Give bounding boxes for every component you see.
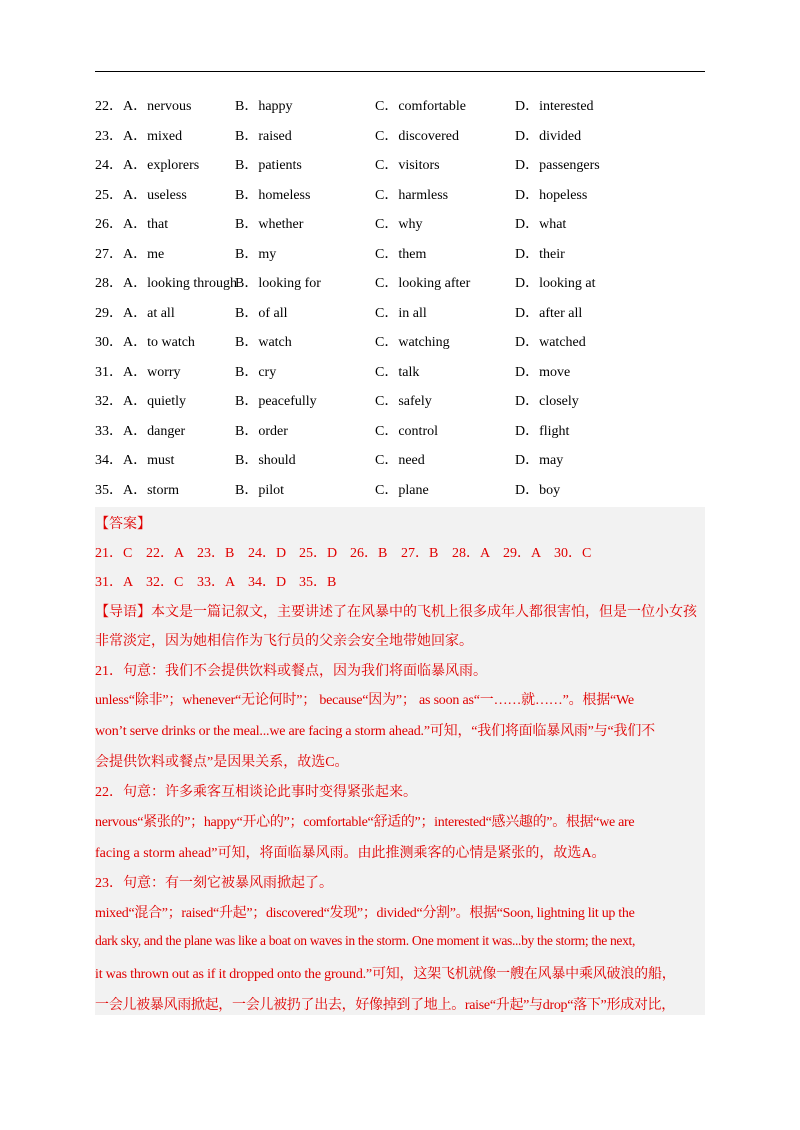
option-text: A．danger xyxy=(123,423,186,439)
option-d xyxy=(515,417,569,447)
question-number: 28． xyxy=(95,276,123,291)
option-text: C．watching xyxy=(375,335,450,350)
answer-key-item: 29．A xyxy=(503,546,542,561)
option-text: D．watched xyxy=(515,335,586,350)
option-b xyxy=(235,92,293,122)
answer-key-item: 26．B xyxy=(350,546,388,561)
answer-key-item: 27．B xyxy=(401,546,439,561)
option-text: C．control xyxy=(375,423,438,439)
option-c xyxy=(375,417,438,447)
q23-title: 23．句意：有一刻它被暴风雨掀起了。 xyxy=(95,876,333,891)
answer-key-item: 23．B xyxy=(197,546,235,561)
option-row xyxy=(95,210,705,240)
question-number: 24． xyxy=(95,158,123,173)
option-row xyxy=(95,299,705,329)
option-d xyxy=(515,92,594,122)
option-a xyxy=(95,269,237,299)
option-text: B．pilot xyxy=(235,482,285,498)
option-b xyxy=(235,417,288,447)
option-d xyxy=(515,476,560,506)
option-a xyxy=(95,299,175,329)
option-text: D．passengers xyxy=(515,158,600,173)
question-number: 33． xyxy=(95,423,123,439)
option-text: C．plane xyxy=(375,482,429,498)
option-a xyxy=(95,92,191,122)
option-text: B．my xyxy=(235,246,277,262)
answer-key-item: 22．A xyxy=(146,546,185,561)
option-b xyxy=(235,387,317,417)
option-b xyxy=(235,240,276,270)
option-c xyxy=(375,299,427,329)
option-text: D．closely xyxy=(515,394,579,409)
option-text: A．worry xyxy=(123,364,181,380)
option-text: A．useless xyxy=(123,187,187,203)
option-text: D．after all xyxy=(515,305,583,321)
question-number: 26． xyxy=(95,217,123,232)
option-text: A．that xyxy=(123,217,169,232)
q22-line-2: facing a storm ahead”可知，将面临暴风雨。由此推测乘客的心情是紧张的，故选A。 xyxy=(95,846,606,861)
option-text: B．patients xyxy=(235,158,302,173)
q22-line-1: nervous“紧张的”；happy“开心的”；comfortable“舒适的”；interested“感兴趣的”。根据“we are xyxy=(95,815,635,830)
option-a xyxy=(95,122,182,152)
option-a xyxy=(95,417,185,447)
option-b xyxy=(235,122,292,152)
option-d xyxy=(515,387,579,417)
answer-key-item: 32．C xyxy=(146,575,184,590)
answer-heading: 【答案】 xyxy=(95,517,151,532)
answer-key-item: 28．A xyxy=(452,546,491,561)
option-text: D．move xyxy=(515,364,571,380)
option-text: C．talk xyxy=(375,364,420,380)
option-text: D．may xyxy=(515,453,564,468)
answer-key-item: 30．C xyxy=(554,546,592,561)
option-text: C．them xyxy=(375,246,427,262)
option-row xyxy=(95,476,705,506)
option-text: A．mixed xyxy=(123,128,183,144)
option-text: D．divided xyxy=(515,128,582,144)
option-text: B．raised xyxy=(235,128,292,144)
option-d xyxy=(515,328,586,358)
option-text: D．flight xyxy=(515,423,570,439)
option-text: B．peacefully xyxy=(235,394,317,409)
option-d xyxy=(515,240,565,270)
option-a xyxy=(95,328,195,358)
answer-key-item: 35．B xyxy=(299,575,337,590)
option-row xyxy=(95,358,705,388)
q23-line-3: it was thrown out as if it dropped onto the ground.”可知，这架飞机就像一艘在风暴中乘风破浪的船， xyxy=(95,967,676,982)
option-b xyxy=(235,210,303,240)
option-text: D．their xyxy=(515,246,565,262)
option-text: A．to watch xyxy=(123,335,195,350)
option-text: C．looking after xyxy=(375,276,471,291)
option-b xyxy=(235,446,296,476)
question-number: 22． xyxy=(95,99,123,114)
option-c xyxy=(375,122,459,152)
option-c xyxy=(375,476,429,506)
option-text: A．explorers xyxy=(123,158,200,173)
q22-title: 22．句意：许多乘客互相谈论此事时变得紧张起来。 xyxy=(95,785,417,800)
question-number: 29． xyxy=(95,305,123,321)
answer-key-row-1 xyxy=(95,542,705,562)
option-a xyxy=(95,358,181,388)
option-text: B．whether xyxy=(235,217,304,232)
option-text: B．looking for xyxy=(235,276,321,291)
q21-line-3: 会提供饮料或餐点”是因果关系，故选C。 xyxy=(95,755,349,770)
option-text: D．looking at xyxy=(515,276,596,291)
option-c xyxy=(375,358,419,388)
question-number: 31． xyxy=(95,364,123,380)
option-text: A．nervous xyxy=(123,99,192,114)
option-c xyxy=(375,92,466,122)
option-d xyxy=(515,122,581,152)
answer-key-item: 21．C xyxy=(95,546,133,561)
option-text: C．discovered xyxy=(375,128,459,144)
option-b xyxy=(235,328,292,358)
option-d xyxy=(515,269,596,299)
q23-line-1: mixed“混合”；raised“升起”；discovered“发现”；divided“分割”。根据“Soon, lightning lit up the xyxy=(95,906,635,921)
option-d xyxy=(515,210,566,240)
option-text: A．looking through xyxy=(123,276,237,291)
option-a xyxy=(95,181,187,211)
option-row xyxy=(95,181,705,211)
answer-key-row-2 xyxy=(95,571,705,591)
answer-key-item: 24．D xyxy=(248,546,287,561)
option-row xyxy=(95,240,705,270)
option-text: D．boy xyxy=(515,482,561,498)
option-d xyxy=(515,358,570,388)
question-number: 23． xyxy=(95,128,123,144)
question-number: 27． xyxy=(95,246,123,262)
option-text: D．hopeless xyxy=(515,187,588,203)
option-text: B．homeless xyxy=(235,187,311,203)
option-d xyxy=(515,151,600,181)
option-a xyxy=(95,151,199,181)
option-text: B．watch xyxy=(235,335,292,350)
options-list xyxy=(95,92,705,505)
option-text: C．harmless xyxy=(375,187,449,203)
option-row xyxy=(95,269,705,299)
question-number: 32． xyxy=(95,394,123,409)
guide-line-1: 【导语】本文是一篇记叙文，主要讲述了在风暴中的飞机上很多成年人都很害怕，但是一位小女孩 xyxy=(95,605,697,620)
question-number: 35． xyxy=(95,482,123,498)
option-c xyxy=(375,269,470,299)
q23-line-4: 一会儿被暴风雨掀起，一会儿被扔了出去，好像掉到了地上。raise“升起”与drop“落下”形成对比， xyxy=(95,998,675,1013)
option-row xyxy=(95,328,705,358)
option-b xyxy=(235,299,288,329)
question-number: 34． xyxy=(95,453,123,468)
option-b xyxy=(235,151,302,181)
option-d xyxy=(515,181,587,211)
q23-line-2: dark sky, and the plane was like a boat on waves in the storm. One moment it was...by the storm; the next, xyxy=(95,933,636,948)
option-text: B．cry xyxy=(235,364,277,380)
option-a xyxy=(95,210,168,240)
option-text: C．safely xyxy=(375,394,432,409)
option-text: B．should xyxy=(235,453,296,468)
header-rule xyxy=(95,71,705,72)
option-c xyxy=(375,328,450,358)
option-row xyxy=(95,417,705,447)
option-a xyxy=(95,240,164,270)
option-d xyxy=(515,446,563,476)
question-number: 25． xyxy=(95,187,123,203)
option-text: D．what xyxy=(515,217,567,232)
option-text: D．interested xyxy=(515,99,594,114)
option-d xyxy=(515,299,582,329)
option-b xyxy=(235,269,321,299)
option-text: C．why xyxy=(375,217,423,232)
answer-section xyxy=(95,507,705,1015)
option-c xyxy=(375,387,432,417)
option-text: C．visitors xyxy=(375,158,440,173)
option-b xyxy=(235,358,276,388)
answer-key-item: 31．A xyxy=(95,575,134,590)
option-row xyxy=(95,151,705,181)
option-text: A．quietly xyxy=(123,394,186,409)
answer-key-item: 34．D xyxy=(248,575,287,590)
option-row xyxy=(95,446,705,476)
option-text: B．order xyxy=(235,423,288,439)
option-a xyxy=(95,387,186,417)
option-c xyxy=(375,446,425,476)
option-text: C．need xyxy=(375,453,425,468)
guide-line-2: 非常淡定，因为她相信作为飞行员的父亲会安全地带她回家。 xyxy=(95,634,473,649)
option-c xyxy=(375,240,426,270)
question-number: 30． xyxy=(95,335,123,350)
option-c xyxy=(375,151,440,181)
option-row xyxy=(95,92,705,122)
option-c xyxy=(375,181,448,211)
q21-line-2: won’t serve drinks or the meal...we are facing a storm ahead.”可知，“我们将面临暴风雨”与“我们不 xyxy=(95,724,655,739)
option-text: A．storm xyxy=(123,482,179,498)
option-text: A．me xyxy=(123,246,165,262)
option-text: A．at all xyxy=(123,305,175,321)
option-b xyxy=(235,181,310,211)
option-c xyxy=(375,210,422,240)
q21-title: 21．句意：我们不会提供饮料或餐点，因为我们将面临暴风雨。 xyxy=(95,664,487,679)
option-b xyxy=(235,476,284,506)
option-row xyxy=(95,387,705,417)
answer-key-item: 33．A xyxy=(197,575,236,590)
option-text: A．must xyxy=(123,453,175,468)
option-a xyxy=(95,446,174,476)
option-text: B．happy xyxy=(235,99,293,114)
q21-line-1: unless“除非”；whenever“无论何时”； because“因为”； as soon as“一……就……”。根据“We xyxy=(95,693,634,708)
option-text: C．comfortable xyxy=(375,99,466,114)
answer-key-item: 25．D xyxy=(299,546,338,561)
option-text: B．of all xyxy=(235,305,288,321)
option-row xyxy=(95,122,705,152)
option-a xyxy=(95,476,179,506)
option-text: C．in all xyxy=(375,305,427,321)
